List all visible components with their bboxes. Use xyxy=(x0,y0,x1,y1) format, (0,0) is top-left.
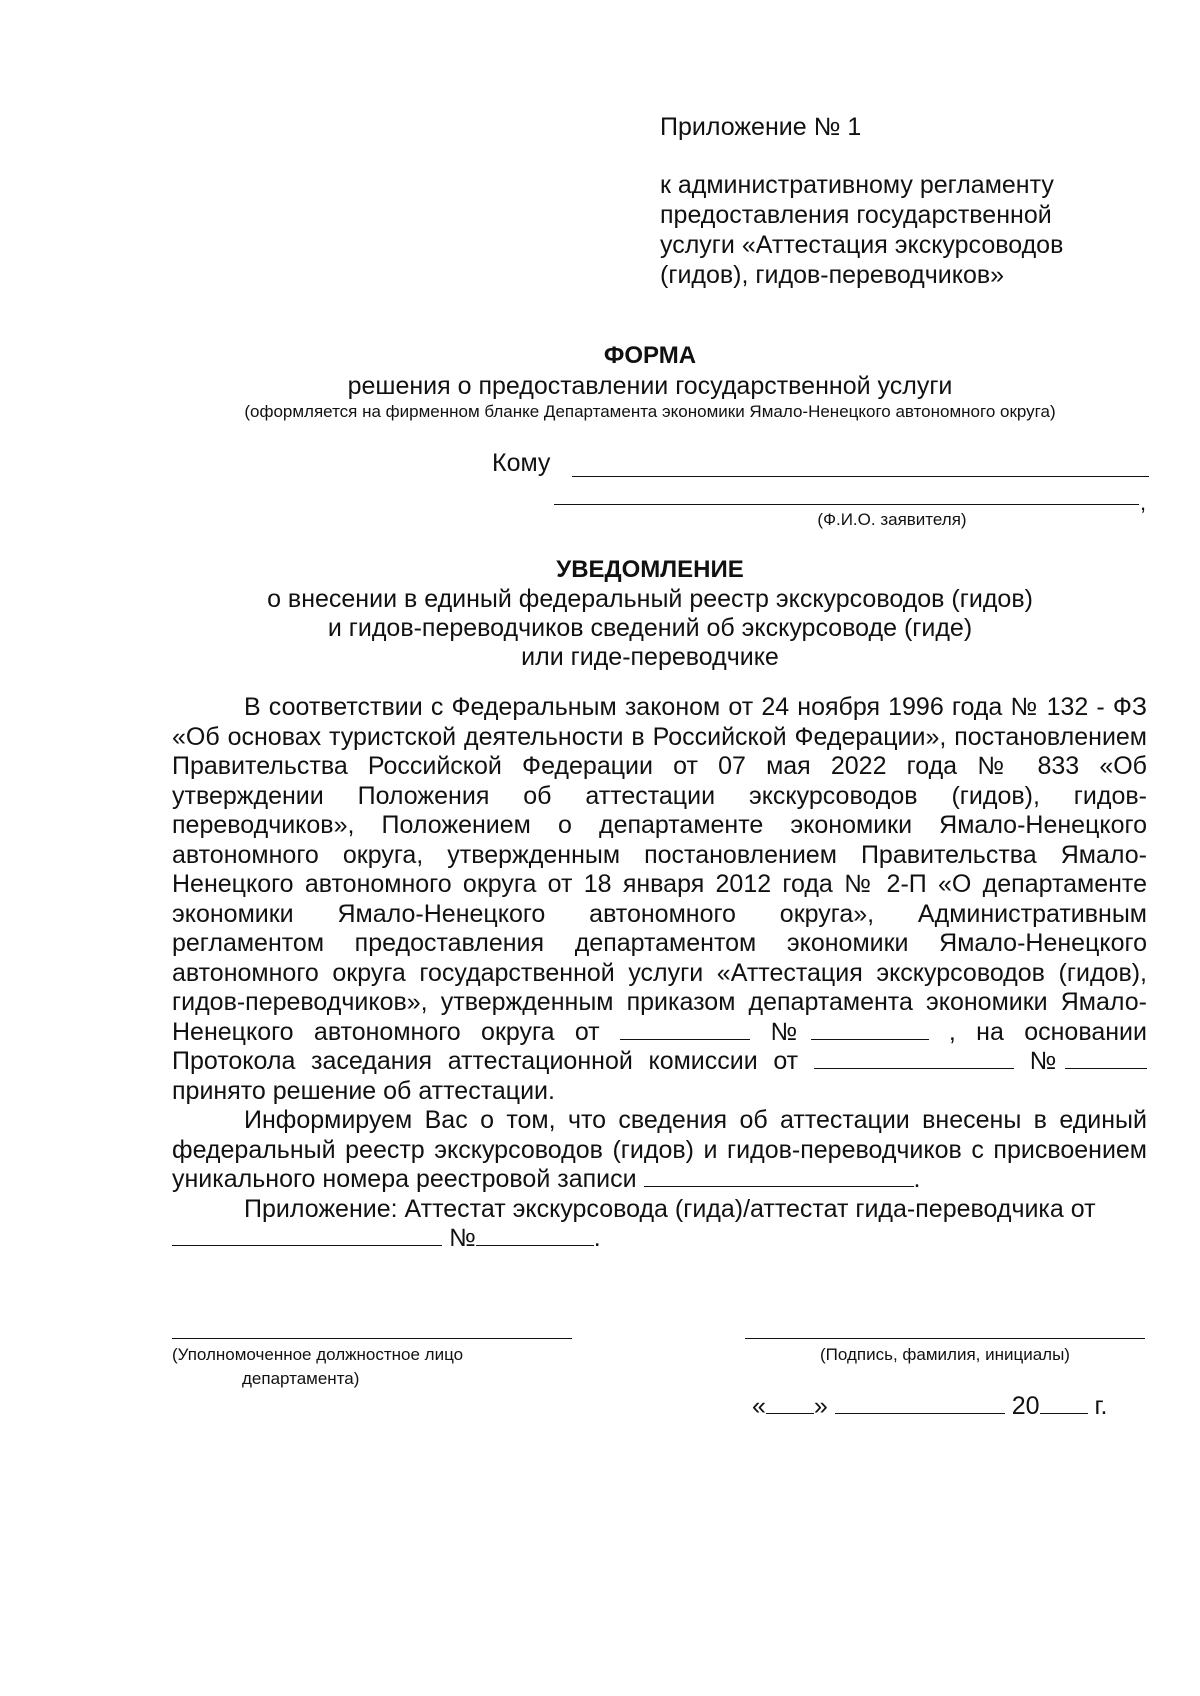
p1-mid: , на основании Протокола заседания аттестационной комиссии от xyxy=(172,1017,1147,1075)
signature-line[interactable] xyxy=(745,1330,1145,1339)
recipient-line-1[interactable] xyxy=(572,476,1149,477)
date-block xyxy=(752,1390,1152,1422)
p1-num-label: № xyxy=(770,1017,811,1046)
date-day-blank[interactable] xyxy=(766,1393,814,1414)
notice-subtitle-line-1: о внесении в единый федеральный реестр экскурсоводов (гидов) xyxy=(267,585,1033,613)
protocol-date-blank[interactable] xyxy=(814,1048,1014,1069)
recipient-comma: , xyxy=(1140,490,1147,515)
annex-number: Приложение № 1 xyxy=(660,113,862,141)
notice-body xyxy=(172,693,1147,1254)
protocol-number-blank[interactable] xyxy=(1065,1048,1147,1069)
date-year-prefix: 20 xyxy=(1011,1392,1040,1420)
recipient-label: Кому xyxy=(492,449,551,477)
notice-subtitle-line-3: или гиде-переводчике xyxy=(521,643,779,671)
form-note: (оформляется на фирменном бланке Департамента экономики Ямало-Ненецкого автономного округа) xyxy=(244,402,1056,421)
signature-caption: (Подпись, фамилия, инициалы) xyxy=(820,1345,1070,1364)
date-month-blank[interactable] xyxy=(835,1393,1005,1414)
date-close-quote: » xyxy=(813,1392,828,1420)
body-paragraph-3 xyxy=(172,1195,1147,1254)
official-caption-2: департамента) xyxy=(242,1369,360,1388)
date-year-blank[interactable] xyxy=(1040,1393,1088,1414)
form-subtitle: решения о предоставлении государственной услуги xyxy=(347,372,953,400)
form-title: ФОРМА xyxy=(603,342,697,369)
certificate-date-blank[interactable] xyxy=(172,1225,442,1246)
date-year-suffix: г. xyxy=(1094,1392,1108,1420)
p1-end: принято решение об аттестации. xyxy=(172,1076,555,1105)
order-date-blank[interactable] xyxy=(620,1019,750,1040)
order-number-blank[interactable] xyxy=(811,1019,929,1040)
body-paragraph-1 xyxy=(172,693,1147,1106)
p3-num-label: № xyxy=(448,1224,476,1252)
date-open-quote: « xyxy=(752,1392,766,1420)
notice-subtitle-line-2: и гидов-переводчиков сведений об экскурсоводе (гиде) xyxy=(327,614,973,642)
p1-text: В соответствии с Федеральным законом от 24 ноября 1996 года № 132 - ФЗ «Об основах туристской деятельности в Российской Федерации», постановлением Правительства Российской Федерации от 07 мая 2022 года № 833 «Об утверждении Положения об аттестации экскурсоводов (гидов), гидов-переводчиков», Положением о департаменте экономики Ямало-Ненецкого автономного округа, утвержденным постановлением Правительства Ямало-Ненецкого автономного округа от 18 января 2012 года № 2-П «О департаменте экономики Ямало-Ненецкого автономного округа», Административным регламентом предоставления департаментом экономики Ямало-Ненецкого автономного округа государственной услуги «Аттестация экскурсоводов (гидов), гидов-переводчиков», утвержденным приказом департамента экономики Ямало-Ненецкого автономного округа от xyxy=(172,693,1147,1046)
official-caption-1: (Уполномоченное должностное лицо xyxy=(172,1345,464,1364)
recipient-caption: (Ф.И.О. заявителя) xyxy=(817,510,967,529)
recipient-line-2[interactable] xyxy=(554,504,1139,505)
body-paragraph-2 xyxy=(172,1106,1147,1195)
certificate-number-blank[interactable] xyxy=(476,1225,594,1246)
p2-text: Информируем Вас о том, что сведения об аттестации внесены в единый федеральный реестр экскурсоводов (гидов) и гидов-переводчиков с присвоением уникального номера реестровой записи xyxy=(172,1106,1147,1193)
registry-number-blank[interactable] xyxy=(644,1166,914,1187)
annex-block xyxy=(660,112,1130,290)
p1-num-label-2: № xyxy=(1029,1047,1065,1075)
notice-subtitle xyxy=(150,585,1150,672)
p3-text: Приложение: Аттестат экскурсовода (гида)/аттестат гида-переводчика от xyxy=(244,1194,1096,1223)
annex-text: к административному регламенту предоставления государственной услуги «Аттестация экскурсоводов (гидов), гидов-переводчиков» xyxy=(660,171,1064,289)
official-signature-line[interactable] xyxy=(172,1330,572,1339)
notice-title: УВЕДОМЛЕНИЕ xyxy=(556,556,744,583)
signature-block xyxy=(745,1330,1145,1367)
p2-end: . xyxy=(913,1165,921,1193)
p3-end: . xyxy=(593,1224,601,1252)
official-signature-block xyxy=(172,1330,572,1391)
